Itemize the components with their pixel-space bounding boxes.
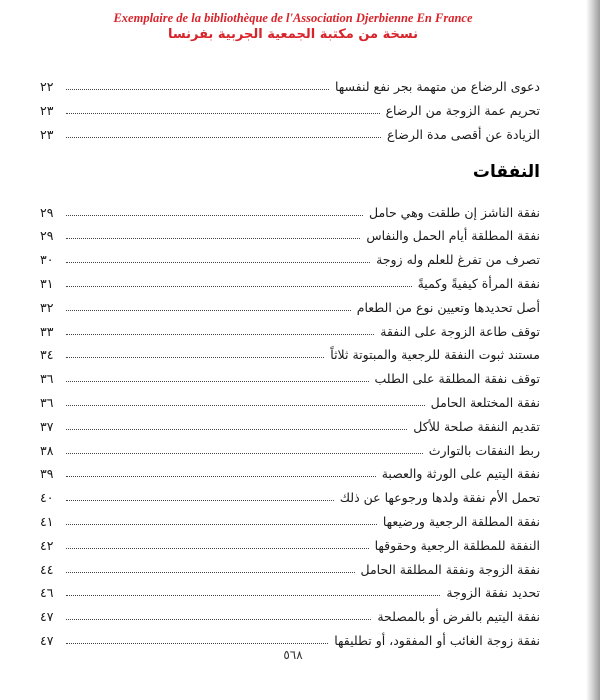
toc-entry xyxy=(40,72,540,94)
toc-entry-page: ٢٩ xyxy=(40,204,54,220)
toc-entry xyxy=(40,96,540,118)
toc-entry xyxy=(40,602,540,624)
dot-leader xyxy=(66,310,351,311)
toc-entry xyxy=(40,578,540,600)
toc-entry-title: تحريم عمة الزوجة من الرضاع xyxy=(385,102,540,118)
toc-entry-title: نفقة اليتيم على الورثة والعصبة xyxy=(381,466,540,482)
toc-entry-page: ٣٢ xyxy=(40,299,54,315)
toc-entry xyxy=(40,198,540,220)
toc-entry xyxy=(40,507,540,529)
dot-leader xyxy=(66,643,328,644)
toc-entry xyxy=(40,293,540,315)
toc-entry-page: ٣١ xyxy=(40,275,54,291)
dot-leader xyxy=(66,524,377,525)
toc-entry-title: أصل تحديدها وتعيين نوع من الطعام xyxy=(356,299,540,315)
page-number: ٥٦٨ xyxy=(283,648,303,662)
toc-entry xyxy=(40,221,540,243)
scan-shadow-edge xyxy=(586,0,600,700)
toc-entry-title: تحمل الأم نفقة ولدها ورجوعها عن ذلك xyxy=(339,490,540,506)
toc-entry-title: الزيادة عن أقصى مدة الرضاع xyxy=(386,126,540,142)
toc-entry xyxy=(40,317,540,339)
toc-entry xyxy=(40,245,540,267)
toc-entry-page: ٣٣ xyxy=(40,323,54,339)
toc-entry-page: ٣٩ xyxy=(40,466,54,482)
toc-entry xyxy=(40,388,540,410)
toc-entry-title: نفقة المطلقة الرجعية ورضيعها xyxy=(382,513,540,529)
dot-leader xyxy=(66,619,371,620)
dot-leader xyxy=(66,357,324,358)
toc-entry-page: ٤١ xyxy=(40,513,54,529)
dot-leader xyxy=(66,113,380,114)
toc-entries-nafaqat xyxy=(40,198,540,648)
toc-entry-title: نفقة المطلقة أيام الحمل والنفاس xyxy=(366,228,540,244)
watermark-french-line: Exemplaire de la bibliothèque de l'Association Djerbienne En France xyxy=(113,11,473,25)
dot-leader xyxy=(66,429,407,430)
toc-entry-page: ٣٧ xyxy=(40,418,54,434)
toc-entry-page: ٤٠ xyxy=(40,490,54,506)
toc-entry-title: نفقة المختلعة الحامل xyxy=(430,394,540,410)
dot-leader xyxy=(66,137,381,138)
toc-entry-page: ٣٤ xyxy=(40,347,54,363)
dot-leader xyxy=(66,334,374,335)
toc-entry-title: ربط النفقات بالتوارث xyxy=(428,442,540,458)
toc-entry xyxy=(40,120,540,142)
toc-entry xyxy=(40,459,540,481)
dot-leader xyxy=(66,381,369,382)
toc-entry-title: دعوى الرضاع من متهمة بجر نفع لنفسها xyxy=(334,79,540,94)
table-of-contents xyxy=(40,72,540,650)
toc-entry xyxy=(40,412,540,434)
toc-entry-title: نفقة المرأة كيفيةً وكميةً xyxy=(417,275,540,291)
toc-entry-page: ٤٤ xyxy=(40,561,54,577)
toc-entry-page: ٣٨ xyxy=(40,442,54,458)
toc-entry-title: نفقة اليتيم بالفرض أو بالمصلحة xyxy=(377,609,540,625)
dot-leader xyxy=(66,453,423,454)
dot-leader xyxy=(66,238,360,239)
toc-entry-title: تحديد نفقة الزوجة xyxy=(446,585,540,601)
toc-entry-title: نفقة زوجة الغائب أو المفقود، أو تطليقها xyxy=(334,632,540,648)
toc-entry-page: ٢٩ xyxy=(40,228,54,244)
toc-entry xyxy=(40,555,540,577)
toc-entry xyxy=(40,364,540,386)
toc-entry-page: ٢٢ xyxy=(40,79,54,94)
toc-entry-title: مستند ثبوت النفقة للرجعية والمبتوتة ثلاثاً xyxy=(330,347,540,363)
toc-entry-page: ٣٦ xyxy=(40,371,54,387)
toc-entry-title: تقديم النفقة صلحة للأكل xyxy=(413,418,540,434)
dot-leader xyxy=(66,286,412,287)
dot-leader xyxy=(66,405,425,406)
toc-entry-page: ٣٦ xyxy=(40,394,54,410)
dot-leader xyxy=(66,89,329,90)
watermark-arabic-line: نسخة من مكتبة الجمعية الجربية بفرنسا xyxy=(168,27,418,42)
toc-entry xyxy=(40,531,540,553)
toc-entry-title: توقف نفقة المطلقة على الطلب xyxy=(374,371,540,387)
toc-entry-title: نفقة الناشز إن طلقت وهي حامل xyxy=(368,204,540,220)
toc-entry-title: نفقة الزوجة ونفقة المطلقة الحامل xyxy=(360,561,540,577)
dot-leader xyxy=(66,476,376,477)
dot-leader xyxy=(66,548,369,549)
toc-entry-page: ٤٧ xyxy=(40,609,54,625)
dot-leader xyxy=(66,595,440,596)
toc-entry-page: ٢٣ xyxy=(40,102,54,118)
toc-entry-page: ٤٦ xyxy=(40,585,54,601)
library-watermark xyxy=(0,10,586,44)
toc-entry-title: توقف طاعة الزوجة على النفقة xyxy=(380,323,540,339)
toc-entries-previous-section xyxy=(40,72,540,142)
toc-entry-page: ٣٠ xyxy=(40,252,54,268)
toc-entry-title: تصرف من تفرغ للعلم وله زوجة xyxy=(376,252,540,268)
toc-entry xyxy=(40,340,540,362)
toc-entry-page: ٤٢ xyxy=(40,537,54,553)
section-heading: النفقات xyxy=(472,161,540,182)
dot-leader xyxy=(66,262,370,263)
toc-entry-page: ٤٧ xyxy=(40,632,54,648)
toc-entry-page: ٢٣ xyxy=(40,126,54,142)
toc-entry xyxy=(40,626,540,648)
dot-leader xyxy=(66,572,355,573)
toc-entry xyxy=(40,269,540,291)
toc-entry xyxy=(40,436,540,458)
toc-entry xyxy=(40,483,540,505)
toc-entry-title: النفقة للمطلقة الرجعية وحقوقها xyxy=(374,537,540,553)
dot-leader xyxy=(66,500,334,501)
dot-leader xyxy=(66,215,363,216)
